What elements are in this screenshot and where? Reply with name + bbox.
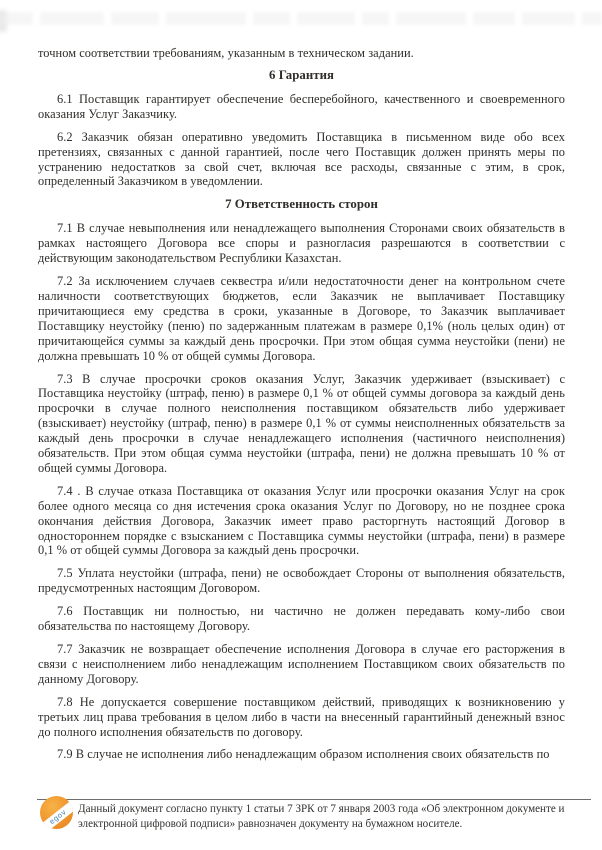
ghost-text-artifact bbox=[0, 6, 602, 30]
paragraph-7-9: 7.9 В случае не исполнения либо ненадлежащим образом исполнения своих обязательств по bbox=[57, 747, 550, 762]
footer-divider bbox=[37, 799, 591, 800]
paragraph-7-3: 7.3 В случае просрочки сроков оказания Услуг, Заказчик удерживает (взыскивает) с Поставщика неустойку (штраф, пеню) в размере 0,1 % от общей суммы договора за каждый день просрочки в случае полного неисполнения поставщиком обязательств либо удерживает (взыскивает) неустойку (штраф, пеню) в размере 0,1 % от суммы неисполненных обязательств за каждый день просрочки в случае ненадлежащего исполнения (частичного неисполнения) обязательств. При этом общая сумма неустойки (штрафа, пени) не должна превышать 10 % от общей суммы Договора. bbox=[38, 371, 565, 475]
paragraph-7-6: 7.6 Поставщик ни полностью, ни частично не должен передавать кому-либо свои обязательства по настоящему Договору. bbox=[38, 604, 565, 634]
paragraph-6-1: 6.1 Поставщик гарантирует обеспечение бесперебойного, качественного и своевременного оказания Услуг Заказчику. bbox=[38, 91, 565, 121]
paragraph-7-7: 7.7 Заказчик не возвращает обеспечение исполнения Договора в случае его расторжения в связи с неисполнением либо ненадлежащим исполнением Поставщиком своих обязательств по данному Договору. bbox=[38, 642, 565, 686]
paragraph-7-5: 7.5 Уплата неустойки (штрафа, пени) не освобождает Стороны от выполнения обязательств, предусмотренных настоящим Договором. bbox=[38, 566, 565, 596]
document-body bbox=[38, 46, 565, 770]
intro-line: точном соответствии требованиям, указанным в техническом задании. bbox=[38, 46, 414, 60]
paragraph-7-2: 7.2 За исключением случаев секвестра и/или недостаточности денег на контрольном счете наличности соответствующих бюджетов, если Заказчик не выплачивает Поставщику причитающиеся ему средства в сроки, указанные в Договоре, то Заказчик выплачивает Поставщику неустойку (пеню) по задержанным платежам в размере 0,1% (ноль целых один) от причитающейся суммы за каждый день просрочки. При этом общая сумма неустойки (пени) не должна превышать 10 % от общей суммы Договора. bbox=[38, 274, 565, 363]
paragraph-6-2: 6.2 Заказчик обязан оперативно уведомить Поставщика в письменном виде обо всех претензиях, связанных с данной гарантией, после чего Поставщик должен принять меры по устранению недостатков за свой счет, включая все расходы, связанные с этим, в срок, определенный Заказчиком в уведомлении. bbox=[38, 129, 565, 189]
egov-stamp-icon bbox=[40, 796, 73, 829]
section-7-heading: 7 Ответственность сторон bbox=[225, 197, 378, 212]
paragraph-7-8: 7.8 Не допускается совершение поставщиком действий, приводящих к возникновению у третьих лиц права требования в целом либо в части на внесенный гарантийный денежный взнос до полного исполнения обязательств по договору. bbox=[38, 694, 565, 739]
egov-stamp-label: egov bbox=[47, 807, 69, 827]
egov-stamp-band bbox=[40, 797, 73, 829]
electronic-document-footer bbox=[0, 796, 602, 850]
paragraph-7-4: 7.4 . В случае отказа Поставщика от оказания Услуг или просрочки оказания Услуг на срок более одного месяца со дня истечения срока оказания Услуг по Договору, но не позднее срока окончания действия Договора, Заказчик имеет право расторгнуть настоящий Договор в одностороннем порядке с взысканием с Поставщика суммы неустойки (штрафа, пени) в размере 0,1 % от общей суммы Договора за каждый день просрочки. bbox=[38, 483, 565, 558]
footer-note: Данный документ согласно пункту 1 статьи 7 ЗРК от 7 января 2003 года «Об электронном документе и электронной цифровой подписи» равнозначен документу на бумажном носителе. bbox=[78, 803, 565, 830]
paragraph-7-1: 7.1 В случае невыполнения или ненадлежащего выполнения Сторонами своих обязательств в рамках настоящего Договора все споры и разногласия разрешаются в соответствии с действующим законодательством Республики Казахстан. bbox=[38, 221, 565, 266]
section-6-heading: 6 Гарантия bbox=[269, 67, 334, 82]
